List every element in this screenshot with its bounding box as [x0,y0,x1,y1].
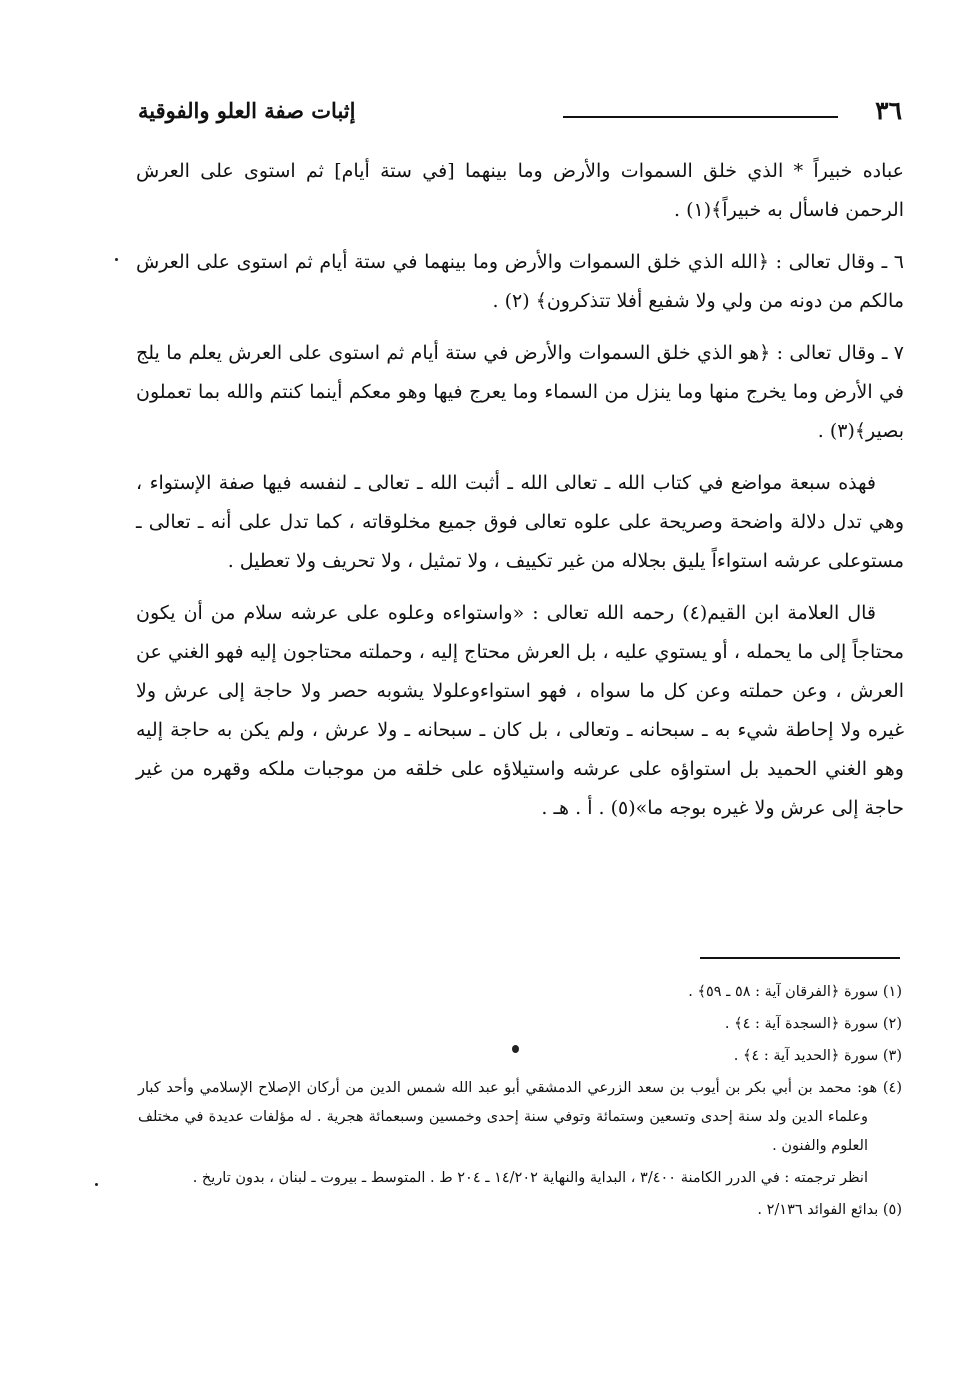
main-text [136,152,904,841]
scan-speck [512,1045,519,1053]
paragraph-2: ٦ ـ وقال تعالى : ﴿الله الذي خلق السموات والأرض وما بينهما في ستة أيام ثم استوى على العرش مالكم من دونه من ولي ولا شفيع أفلا تتذكرون﴾ (٢) . [136,251,904,312]
footnote-4-reference: انظر ترجمته : في الدرر الكامنة ٣/٤٠٠ ، البداية والنهاية ١٤/٢٠٢ ـ ٢٠٤ ط . المتوسط ـ بيروت ـ لبنان ، بدون تاريخ . [192,1170,868,1186]
footnote-5: (٥) بدائع الفوائد ٢/١٣٦ . [757,1202,902,1218]
footnote-2: (٢) سورة ﴿السجدة آية : ٤﴾ . [724,1016,902,1032]
paragraph-3: ٧ ـ وقال تعالى : ﴿هو الذي خلق السموات والأرض في ستة أيام ثم استوى على العرش يعلم ما يلج في الأرض وما يخرج منها وما ينزل من السماء وما يعرج فيها وهو معكم أينما كنتم والله بما تعملون بصير﴾(٣) . [136,342,904,442]
running-title: إثبات صفة العلو والفوقية [138,98,356,123]
header-rule [563,116,838,118]
paragraph-4: فهذه سبعة مواضع في كتاب الله ـ تعالى الله ـ أثبت الله ـ تعالى ـ لنفسه فيها صفة الإستواء ، وهي تدل دلالة واضحة وصريحة على علوه تعالى فوق جميع مخلوقاته ، كما تدل على أنه ـ تعالى ـ مستوعلى عرشه استواءاً يليق بجلاله من غير تكييف ، ولا تمثيل ، ولا تحريف ولا تعطيل . [136,472,904,572]
footnote-separator [700,957,900,959]
scan-speck [115,258,118,261]
page-number: ٣٦ [875,96,902,125]
scan-speck [95,1183,98,1186]
paragraph-5: قال العلامة ابن القيم(٤) رحمه الله تعالى : «واستواءه وعلوه على عرشه سلام من أن يكون محتاجاً إلى ما يحمله ، أو يستوي عليه ، بل العرش محتاج إليه ، وحملته محتاجون إليه فهو الغني عن العرش ، وعن حملته وعن كل ما سواه ، فهو استواءوعلولا يشوبه حصر ولا حاجة إلى عرش ولا غيره ولا إحاطة شيء به ـ سبحانه ـ وتعالى ، بل كان ـ سبحانه ـ ولا عرش ، ولم يكن به حاجة إليه وهو الغني الحميد بل استواؤه على عرشه واستيلاؤه على خلقه من موجبات ملكه وقهره من غير حاجة إلى عرش ولا غيره بوجه ما»(٥) . أ . هـ . [136,602,904,819]
footnotes [138,978,902,1228]
page-header [138,96,902,136]
paragraph-1: عباده خبيراً * الذي خلق السموات والأرض وما بينهما [في ستة أيام] ثم استوى على العرش الرحمن فاسأل به خبيراً﴾(١) . [136,160,904,221]
footnote-1: (١) سورة ﴿الفرقان آية : ٥٨ ـ ٥٩﴾ . [688,984,902,1000]
footnote-3: (٣) سورة ﴿الحديد آية : ٤﴾ . [733,1048,902,1064]
footnote-4: (٤) هو: محمد بن أبي بكر بن أيوب بن سعد الزرعي الدمشقي أبو عبد الله شمس الدين من أركان الإصلاح الإسلامي وأحد كبار وعلماء الدين ولد سنة إحدى وتسعين وستمائة وتوفي سنة إحدى وخمسين وسبعمائة هجرية . له مؤلفات عديدة في مختلف العلوم والفنون . [138,1080,902,1154]
